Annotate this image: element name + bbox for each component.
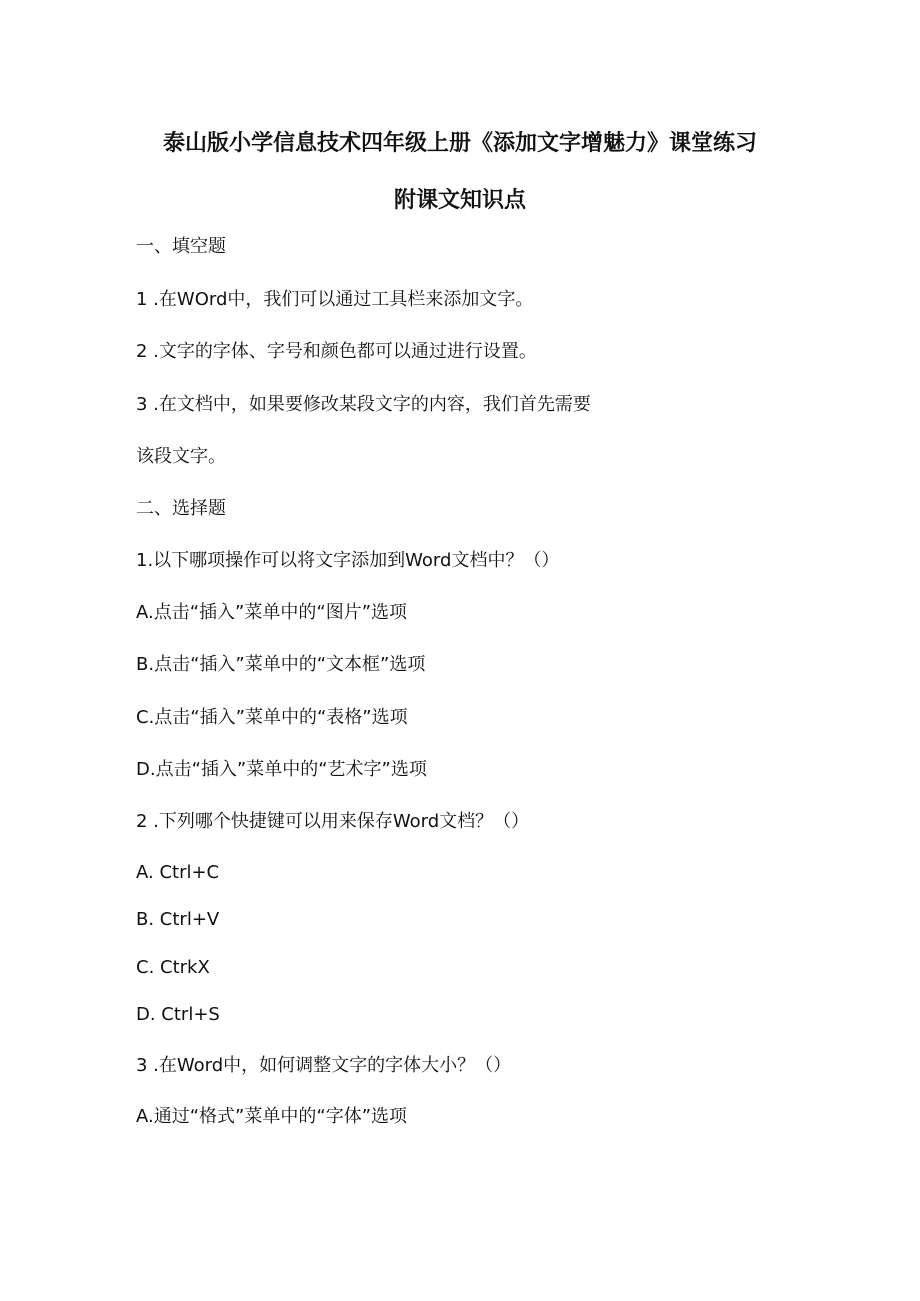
choice-option: D.点击“插入”菜单中的“艺术字”选项 (136, 759, 427, 780)
choice-question-2: 2 .下列哪个快捷键可以用来保存Word文档？（） (136, 811, 530, 832)
choice-option: A. Ctrl+C (136, 862, 220, 883)
fill-blank-question-3-continued: 该段文字。 (136, 446, 226, 467)
choice-option: C. CtrkX (136, 957, 210, 978)
choice-option: B.点击“插入”菜单中的“文本框”选项 (136, 654, 426, 675)
fill-blank-question-1: 1 .在WOrd中，我们可以通过工具栏来添加文字。 (136, 289, 534, 310)
document-subtitle: 附课文知识点 (393, 188, 526, 213)
document-title: 泰山版小学信息技术四年级上册《添加文字增魅力》课堂练习 (162, 131, 757, 156)
choice-option: C.点击“插入”菜单中的“表格”选项 (136, 707, 408, 728)
choice-option: B. Ctrl+V (136, 909, 220, 930)
choice-question-3: 3 .在Word中，如何调整文字的字体大小？（） (136, 1055, 512, 1076)
choice-option: D. Ctrl+S (136, 1004, 220, 1025)
section-heading-fill-blank: 一、填空题 (136, 236, 226, 257)
section-heading-choice: 二、选择题 (136, 498, 226, 519)
fill-blank-question-3: 3 .在文档中，如果要修改某段文字的内容，我们首先需要 (136, 394, 591, 415)
choice-question-1: 1.以下哪项操作可以将文字添加到Word文档中？（） (136, 550, 560, 571)
choice-option: A.点击“插入”菜单中的“图片”选项 (136, 602, 408, 623)
fill-blank-question-2: 2 .文字的字体、字号和颜色都可以通过进行设置。 (136, 341, 537, 362)
choice-option: A.通过“格式”菜单中的“字体”选项 (136, 1106, 408, 1127)
